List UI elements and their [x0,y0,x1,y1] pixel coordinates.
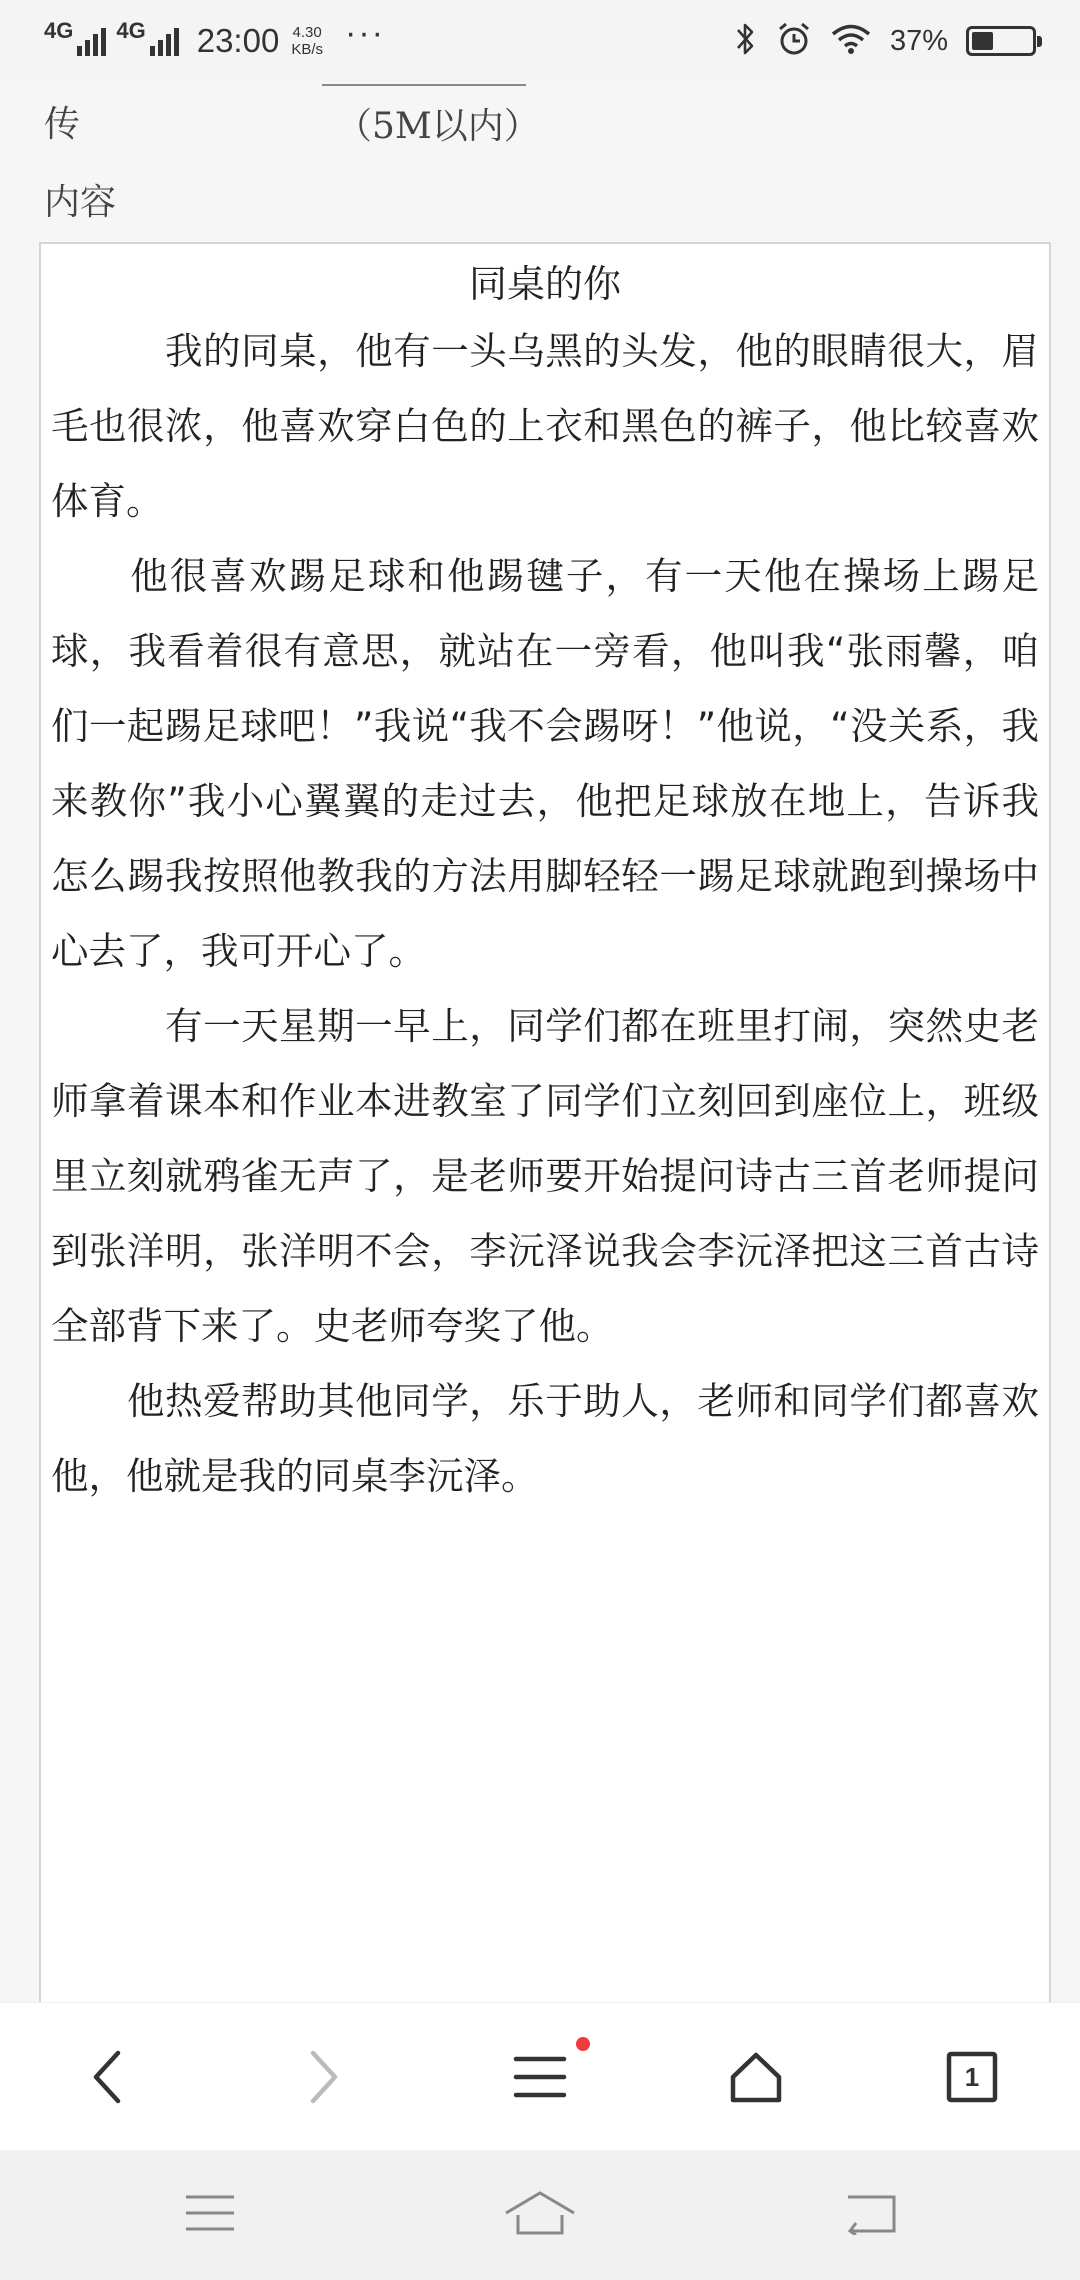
back-nav-icon [844,2191,896,2239]
tabs-icon [946,2051,998,2103]
wifi-icon [830,23,872,60]
article-paragraph: 他热爱帮助其他同学，乐于助人，老师和同学们都喜欢他，他就是我的同桌李沅泽。 [51,1379,1039,1498]
back-nav-button[interactable] [810,2150,930,2280]
battery-percent: 37% [889,24,948,57]
menu-icon [512,2053,568,2101]
recent-apps-icon [184,2193,236,2237]
article-paragraph: 有一天星期一早上，同学们都在班里打闹，突然史老师拿着课本和作业本进教室了同学们立刻回到座位上，班级里立刻就鸦雀无声了，是老师要开始提问诗古三首老师提问到张洋明，张洋明不会，李沅泽说我会李沅泽把这三首古诗全部背下来了。史老师夸奖了他。 [51,1004,1039,1348]
upload-label: 传 [44,104,81,145]
signal-icon [44,18,106,56]
system-navigation-bar [0,2150,1080,2280]
battery-icon [966,26,1036,56]
browser-toolbar [0,2002,1080,2150]
forward-button[interactable] [263,2003,383,2151]
back-button[interactable] [48,2003,168,2151]
content-label: 内容 [44,182,117,223]
speed-unit: KB/s [291,41,323,58]
network-speed [291,24,323,58]
tabs-button[interactable] [912,2003,1032,2151]
bluetooth-icon [732,21,758,62]
network-type-2: 4G [116,18,146,43]
menu-button[interactable] [480,2003,600,2151]
recent-apps-button[interactable] [150,2150,270,2280]
home-nav-icon [504,2191,576,2239]
speed-value: 4.30 [292,24,322,41]
network-type-1: 4G [44,18,74,43]
web-page [0,82,1080,2002]
home-icon [728,2049,784,2105]
alarm-icon [776,21,812,62]
forward-icon [303,2049,343,2105]
article-paragraph: 我的同桌，他有一头乌黑的头发，他的眼睛很大，眉毛也很浓，他喜欢穿白色的上衣和黑色的裤子，他比较喜欢体育。 [51,329,1039,523]
clock: 23:00 [196,22,280,59]
more-notifications: ··· [345,13,385,52]
size-limit-note: （5M以内） [336,106,540,147]
home-nav-button[interactable] [480,2150,600,2280]
status-bar [0,0,1080,82]
content-editor[interactable] [39,242,1051,2102]
article-title: 同桌的你 [468,262,621,306]
divider [322,84,526,86]
article-paragraph: 他很喜欢踢足球和他踢毽子，有一天他在操场上踢足球，我看着很有意思，就站在一旁看，他叫我“张雨馨，咱们一起踢足球吧！”我说“我不会踢呀！”他说，“没关系，我来教你”我小心翼翼的走过去，他把足球放在地上，告诉我怎么踢我按照他教我的方法用脚轻轻一踢足球就跑到操场中心去了，我可开心了。 [51,554,1039,973]
tab-count: 1 [964,2062,980,2092]
notification-dot [576,2037,590,2051]
signal-icon [116,18,178,56]
home-button[interactable] [696,2003,816,2151]
back-icon [88,2049,128,2105]
